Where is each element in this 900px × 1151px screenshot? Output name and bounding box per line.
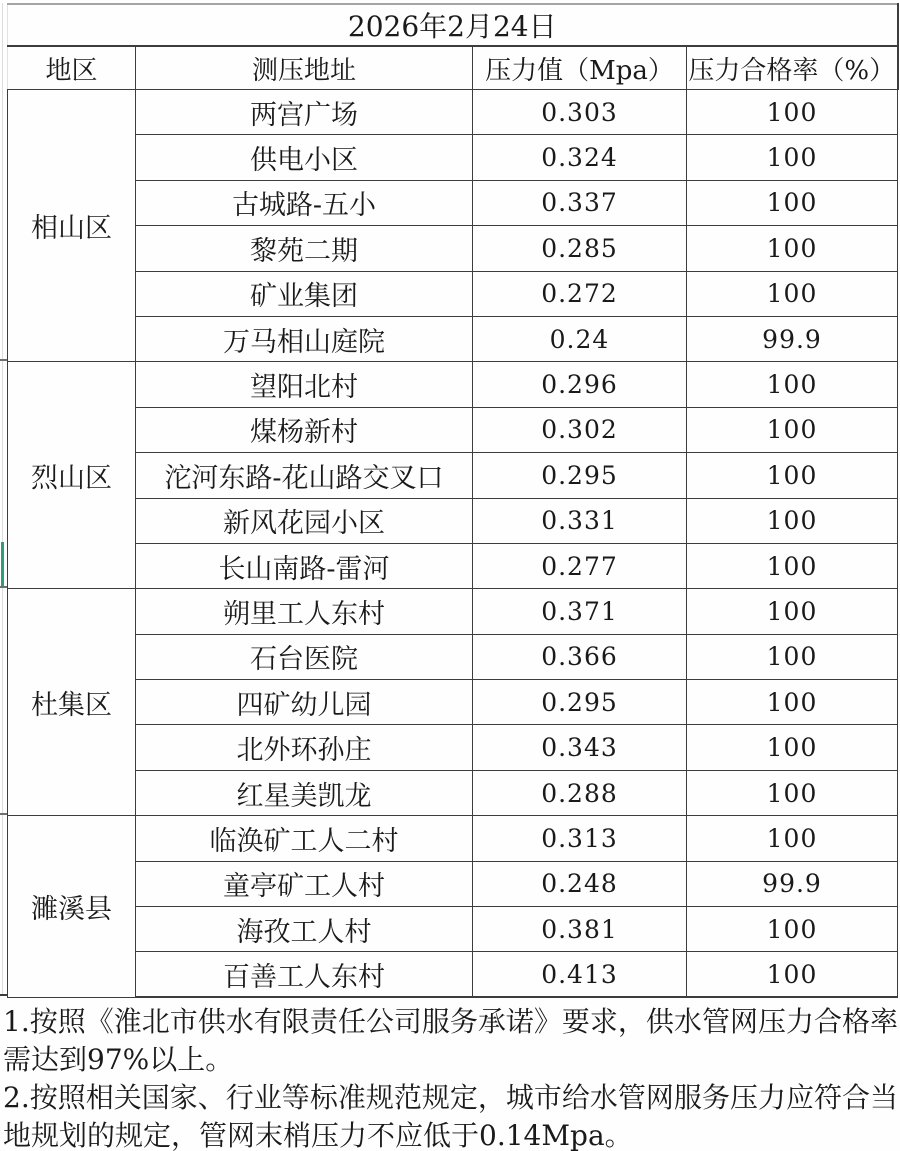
rate-cell: 100 — [687, 770, 898, 815]
col-header-rate: 压力合格率（%） — [687, 46, 898, 90]
table-row — [8, 498, 898, 543]
address-cell: 红星美凯龙 — [136, 770, 473, 815]
pressure-cell: 0.381 — [473, 907, 687, 952]
col-header-region: 地区 — [8, 46, 136, 90]
table-row — [8, 271, 898, 316]
pressure-cell: 0.285 — [473, 226, 687, 271]
pressure-cell: 0.324 — [473, 135, 687, 180]
table-row — [8, 180, 898, 225]
left-gridline — [2, 3, 3, 996]
table-row — [8, 770, 898, 815]
rate-cell: 100 — [687, 180, 898, 225]
rate-cell: 100 — [687, 226, 898, 271]
footnote-1: 1.按照《淮北市供水有限责任公司服务承诺》要求，供水管网压力合格率需达到97%以上。 — [3, 1005, 898, 1076]
teal-accent-mark — [1, 542, 4, 588]
pressure-cell: 0.24 — [473, 316, 687, 361]
rate-cell: 100 — [687, 362, 898, 407]
table-row — [8, 861, 898, 906]
address-cell: 海孜工人村 — [136, 907, 473, 952]
rate-cell: 100 — [687, 135, 898, 180]
table-row — [8, 952, 898, 997]
pressure-cell: 0.337 — [473, 180, 687, 225]
table-row — [8, 453, 898, 498]
pressure-cell: 0.303 — [473, 90, 687, 135]
pressure-cell: 0.313 — [473, 816, 687, 861]
address-cell: 矿业集团 — [136, 271, 473, 316]
pressure-cell: 0.248 — [473, 861, 687, 906]
table-row — [8, 135, 898, 180]
header-row — [8, 46, 898, 90]
table-row — [8, 226, 898, 271]
pressure-cell: 0.295 — [473, 453, 687, 498]
rate-cell: 100 — [687, 816, 898, 861]
pressure-cell: 0.343 — [473, 725, 687, 770]
rate-cell: 100 — [687, 680, 898, 725]
region-cell: 濉溪县 — [8, 816, 136, 998]
address-cell: 望阳北村 — [136, 362, 473, 407]
address-cell: 石台医院 — [136, 634, 473, 679]
address-cell: 新风花园小区 — [136, 498, 473, 543]
table-row — [8, 725, 898, 770]
rate-cell: 99.9 — [687, 316, 898, 361]
table-row — [8, 407, 898, 452]
address-cell: 煤杨新村 — [136, 407, 473, 452]
rate-cell: 100 — [687, 543, 898, 588]
region-cell: 杜集区 — [8, 589, 136, 816]
table-row — [8, 362, 898, 407]
address-cell: 童亭矿工人村 — [136, 861, 473, 906]
table-row — [8, 90, 898, 135]
table-row — [8, 316, 898, 361]
rate-cell: 99.9 — [687, 861, 898, 906]
footnote-2: 2.按照相关国家、行业等标准规范规定，城市给水管网服务压力应符合当地规划的规定，管网末梢压力不应低于0.14Mpa。 — [3, 1081, 898, 1151]
pressure-cell: 0.277 — [473, 543, 687, 588]
report-date-title: 2026年2月24日 — [8, 4, 898, 46]
table-row — [8, 816, 898, 861]
table-row — [8, 907, 898, 952]
footnotes — [3, 1003, 898, 1151]
col-header-pressure: 压力值（Mpa） — [473, 46, 687, 90]
pressure-cell: 0.413 — [473, 952, 687, 997]
address-cell: 黎苑二期 — [136, 226, 473, 271]
pressure-cell: 0.371 — [473, 589, 687, 634]
pressure-table — [7, 3, 899, 998]
address-cell: 长山南路-雷河 — [136, 543, 473, 588]
address-cell: 朔里工人东村 — [136, 589, 473, 634]
address-cell: 万马相山庭院 — [136, 316, 473, 361]
table-row — [8, 680, 898, 725]
pressure-cell: 0.302 — [473, 407, 687, 452]
rate-cell: 100 — [687, 498, 898, 543]
pressure-cell: 0.288 — [473, 770, 687, 815]
rate-cell: 100 — [687, 725, 898, 770]
region-cell: 相山区 — [8, 90, 136, 362]
rate-cell: 100 — [687, 453, 898, 498]
address-cell: 北外环孙庄 — [136, 725, 473, 770]
address-cell: 百善工人东村 — [136, 952, 473, 997]
pressure-cell: 0.272 — [473, 271, 687, 316]
col-header-address: 测压地址 — [136, 46, 473, 90]
address-cell: 临涣矿工人二村 — [136, 816, 473, 861]
rate-cell: 100 — [687, 407, 898, 452]
region-cell: 烈山区 — [8, 362, 136, 589]
address-cell: 两宫广场 — [136, 90, 473, 135]
table-row — [8, 543, 898, 588]
pressure-cell: 0.366 — [473, 634, 687, 679]
table-row — [8, 634, 898, 679]
rate-cell: 100 — [687, 589, 898, 634]
title-row — [8, 4, 898, 46]
rate-cell: 100 — [687, 634, 898, 679]
rate-cell: 100 — [687, 271, 898, 316]
table-row — [8, 589, 898, 634]
rate-cell: 100 — [687, 90, 898, 135]
address-cell: 古城路-五小 — [136, 180, 473, 225]
address-cell: 供电小区 — [136, 135, 473, 180]
pressure-cell: 0.295 — [473, 680, 687, 725]
pressure-cell: 0.331 — [473, 498, 687, 543]
address-cell: 沱河东路-花山路交叉口 — [136, 453, 473, 498]
address-cell: 四矿幼儿园 — [136, 680, 473, 725]
pressure-cell: 0.296 — [473, 362, 687, 407]
rate-cell: 100 — [687, 952, 898, 997]
rate-cell: 100 — [687, 907, 898, 952]
